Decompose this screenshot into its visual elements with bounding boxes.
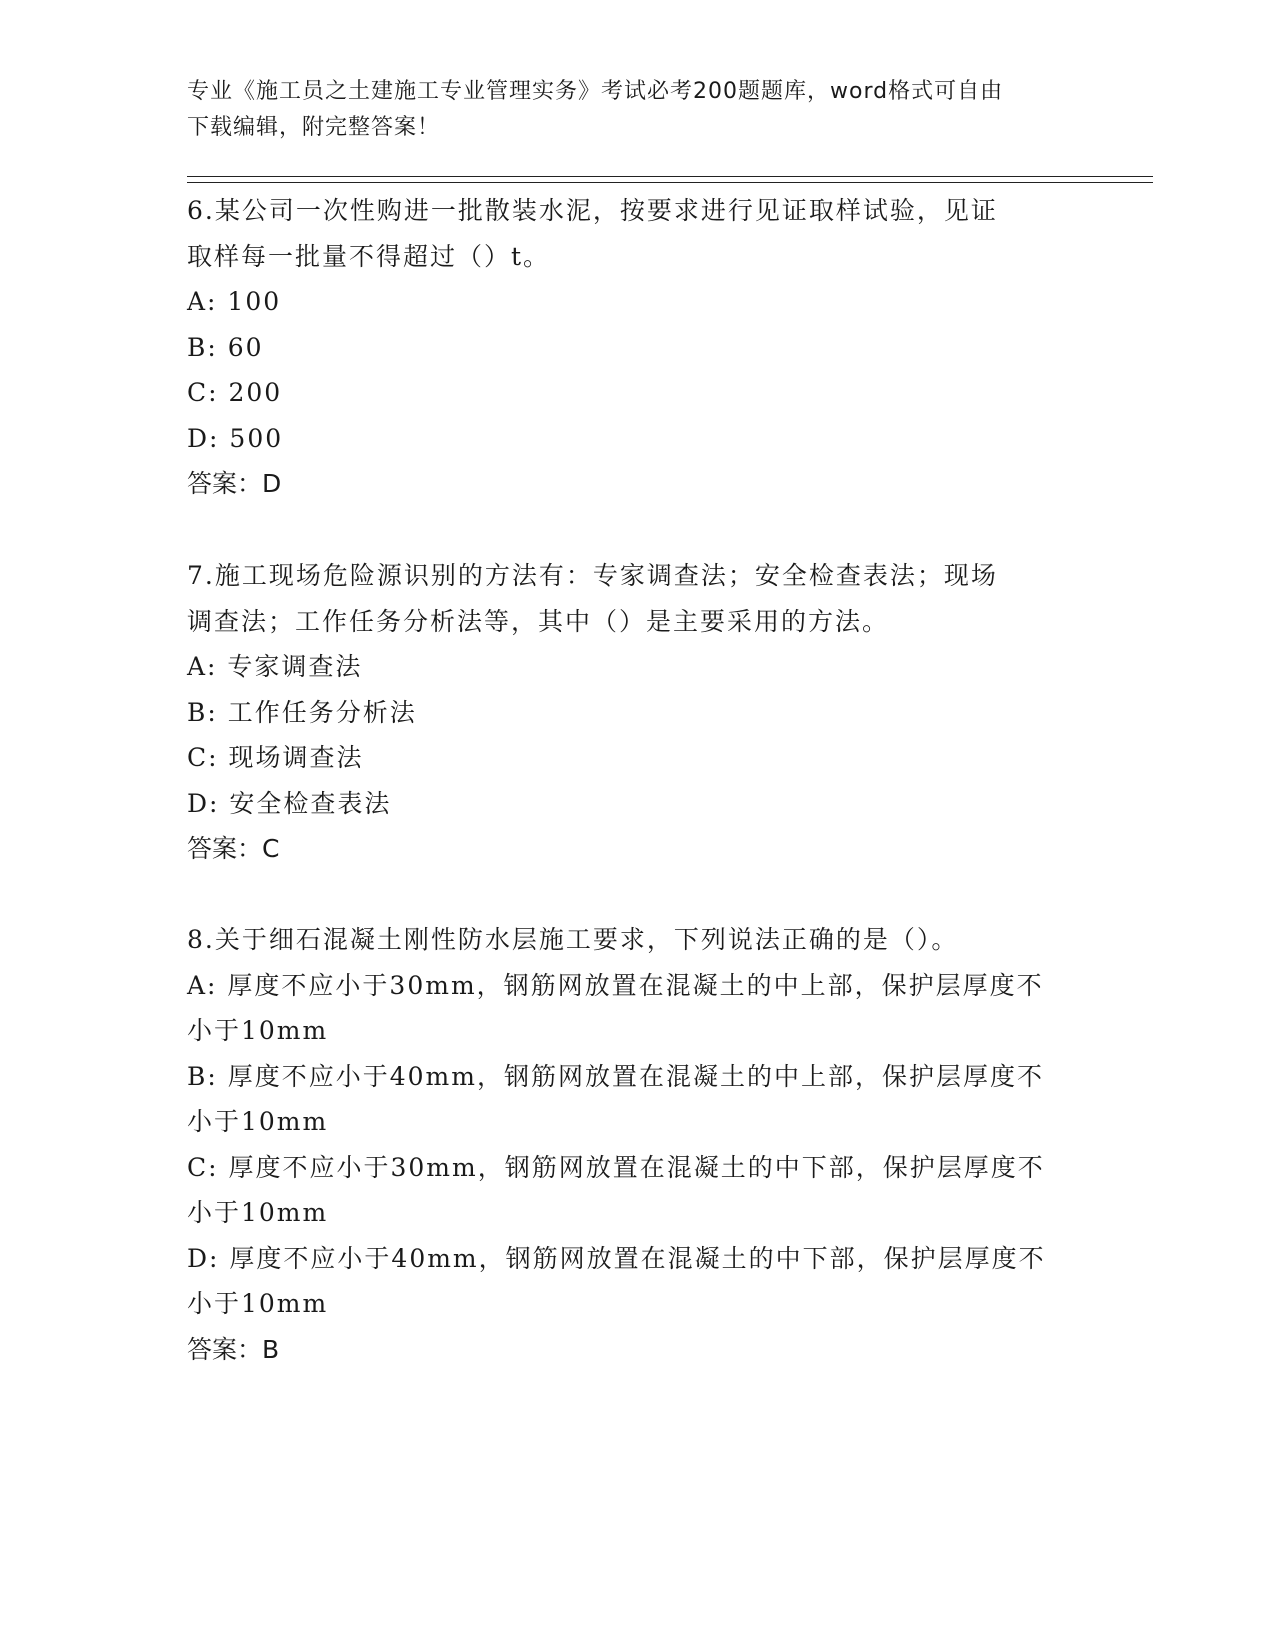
question-8	[187, 917, 1087, 1372]
document-header	[187, 74, 1087, 146]
question-7	[187, 553, 1087, 872]
question-stem-line: 8.关于细石混凝土刚性防水层施工要求，下列说法正确的是（）。	[187, 925, 959, 954]
header-divider-top	[187, 176, 1153, 177]
question-6	[187, 188, 1087, 507]
header-line-1: 专业《施工员之土建施工专业管理实务》考试必考200题题库，word格式可自由	[187, 79, 1004, 104]
option-b: B: 工作任务分析法	[187, 697, 417, 727]
option-b: B: 厚度不应小于40mm，钢筋网放置在混凝土的中上部，保护层厚度不	[187, 1061, 1044, 1091]
option-a: A: 专家调查法	[187, 652, 363, 681]
option-c: C: 现场调查法	[187, 743, 364, 772]
question-stem-line: 6.某公司一次性购进一批散装水泥，按要求进行见证取样试验，见证	[187, 196, 998, 225]
option-d: D: 500	[187, 423, 284, 453]
option-d: D: 厚度不应小于40mm，钢筋网放置在混凝土的中下部，保护层厚度不	[187, 1243, 1046, 1273]
option-a-continued: 小于10mm	[187, 1016, 329, 1045]
question-stem-line: 调查法；工作任务分析法等，其中（）是主要采用的方法。	[187, 606, 890, 636]
option-c: C: 200	[187, 378, 283, 407]
option-b-continued: 小于10mm	[187, 1107, 329, 1136]
option-a: A: 100	[187, 287, 282, 316]
answer-label: 答案：B	[187, 1334, 280, 1364]
option-b: B: 60	[187, 332, 264, 362]
option-d-continued: 小于10mm	[187, 1289, 329, 1318]
question-stem-line: 7.施工现场危险源识别的方法有：专家调查法；安全检查表法；现场	[187, 561, 998, 590]
answer-label: 答案：D	[187, 469, 282, 498]
question-stem-line: 取样每一批量不得超过（）t。	[187, 241, 551, 271]
option-c: C: 厚度不应小于30mm，钢筋网放置在混凝土的中下部，保护层厚度不	[187, 1152, 1045, 1182]
header-divider-bottom	[187, 182, 1153, 183]
option-c-continued: 小于10mm	[187, 1198, 329, 1227]
option-d: D: 安全检查表法	[187, 788, 392, 818]
answer-label: 答案：C	[187, 834, 280, 863]
option-a: A: 厚度不应小于30mm，钢筋网放置在混凝土的中上部，保护层厚度不	[187, 970, 1044, 1000]
header-line-2: 下载编辑，附完整答案！	[187, 115, 441, 140]
